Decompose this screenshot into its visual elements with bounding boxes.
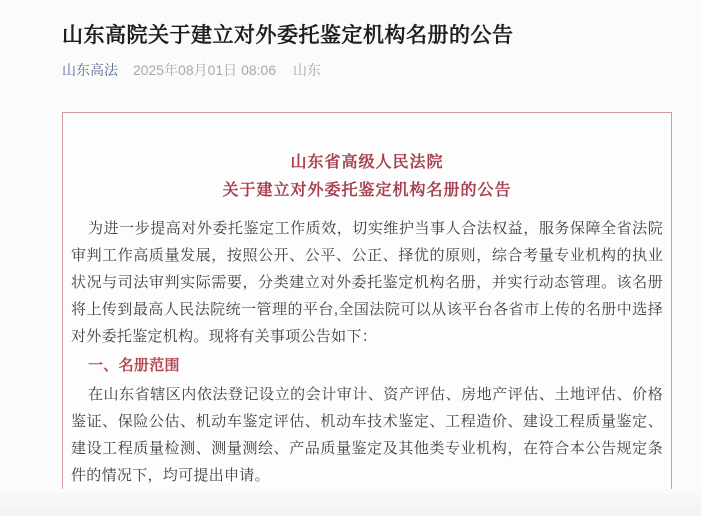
page-bottom-area [0, 489, 701, 516]
publish-location: 山东 [293, 62, 321, 78]
article-title: 山东高院关于建立对外委托鉴定机构名册的公告 [62, 24, 514, 47]
account-name-link[interactable]: 山东高法 [62, 62, 118, 78]
notice-paragraph-1: 为进一步提高对外委托鉴定工作质效，切实维护当事人合法权益，服务保障全省法院审判工作高质量发展，按照公开、公平、公正、择优的原则，综合考量专业机构的执业状况与司法审判实际需要，分类建立对外委托鉴定机构名册，并实行动态管理。该名册将上传到最高人民法院统一管理的平台,全国法院可以从该平台各省市上传的名册中选择对外委托鉴定机构。现将有关事项公告如下： [71, 220, 663, 345]
publish-datetime: 2025年08月01日 08:06 [132, 62, 277, 78]
notice-image-clip [62, 112, 672, 489]
article-byline [62, 62, 673, 79]
notice-image[interactable] [62, 112, 672, 489]
notice-section1-heading: 一、名册范围 [88, 357, 180, 374]
notice-title-line2: 关于建立对外委托鉴定机构名册的公告 [222, 182, 512, 199]
notice-title-line1: 山东省高级人民法院 [290, 154, 444, 171]
notice-paragraph-2: 在山东省辖区内依法登记设立的会计审计、资产评估、房地产评估、土地评估、价格鉴证、保险公估、机动车鉴定评估、机动车技术鉴定、工程造价、建设工程质量鉴定、建设工程质量检测、测量测绘、产品质量鉴定及其他类专业机构，在符合本公告规定条件的情况下，均可提出申请。 [71, 386, 663, 484]
notice-title [71, 149, 663, 205]
